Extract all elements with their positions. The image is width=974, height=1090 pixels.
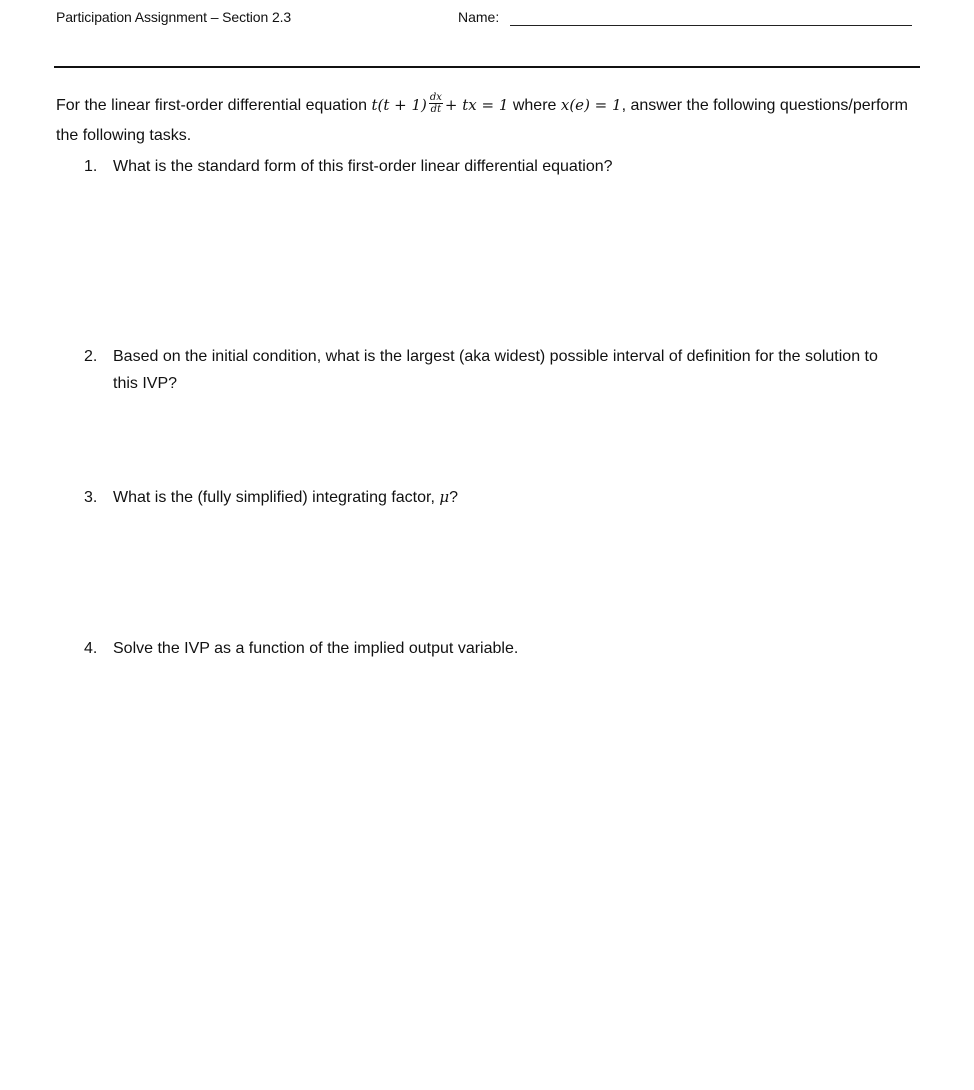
question-1 (84, 153, 904, 180)
question-text: Based on the initial condition, what is the largest (aka widest) possible interval of definition for the solution to this IVP? (113, 348, 878, 392)
name-label: Name: (458, 9, 500, 25)
equation-prefix: t(t + 1) (371, 96, 427, 114)
intro-lead-text: For the linear first-order differential equation (56, 97, 367, 114)
question-number: 3. (84, 489, 98, 506)
intro-tail-text: , answer the following questions/perform the following tasks. (56, 97, 908, 144)
where-text: where (512, 97, 557, 114)
question-number: 4. (84, 640, 98, 657)
question-text: What is the (fully simplified) integrating factor, (113, 489, 435, 506)
question-3 (84, 484, 904, 511)
question-text-wrapper (113, 484, 904, 511)
question-end: ? (449, 489, 459, 506)
question-4 (84, 635, 904, 662)
name-field-line[interactable] (510, 25, 912, 26)
assignment-title: Participation Assignment – Section 2.3 (56, 9, 292, 25)
problem-statement (56, 90, 916, 151)
derivative-numerator: dx (429, 91, 442, 103)
question-text: Solve the IVP as a function of the implied output variable. (113, 640, 519, 657)
derivative-fraction (429, 92, 443, 115)
derivative-denominator: dt (430, 103, 442, 115)
question-number: 1. (84, 158, 98, 175)
question-text: What is the standard form of this first-order linear differential equation? (113, 158, 613, 175)
initial-condition: x(e) = 1 (560, 96, 622, 114)
question-number: 2. (84, 348, 98, 365)
mu-symbol: μ (439, 488, 450, 506)
header-divider (54, 66, 920, 68)
equation (371, 91, 509, 115)
equation-suffix: + tx = 1 (444, 96, 509, 114)
question-2 (84, 343, 904, 397)
